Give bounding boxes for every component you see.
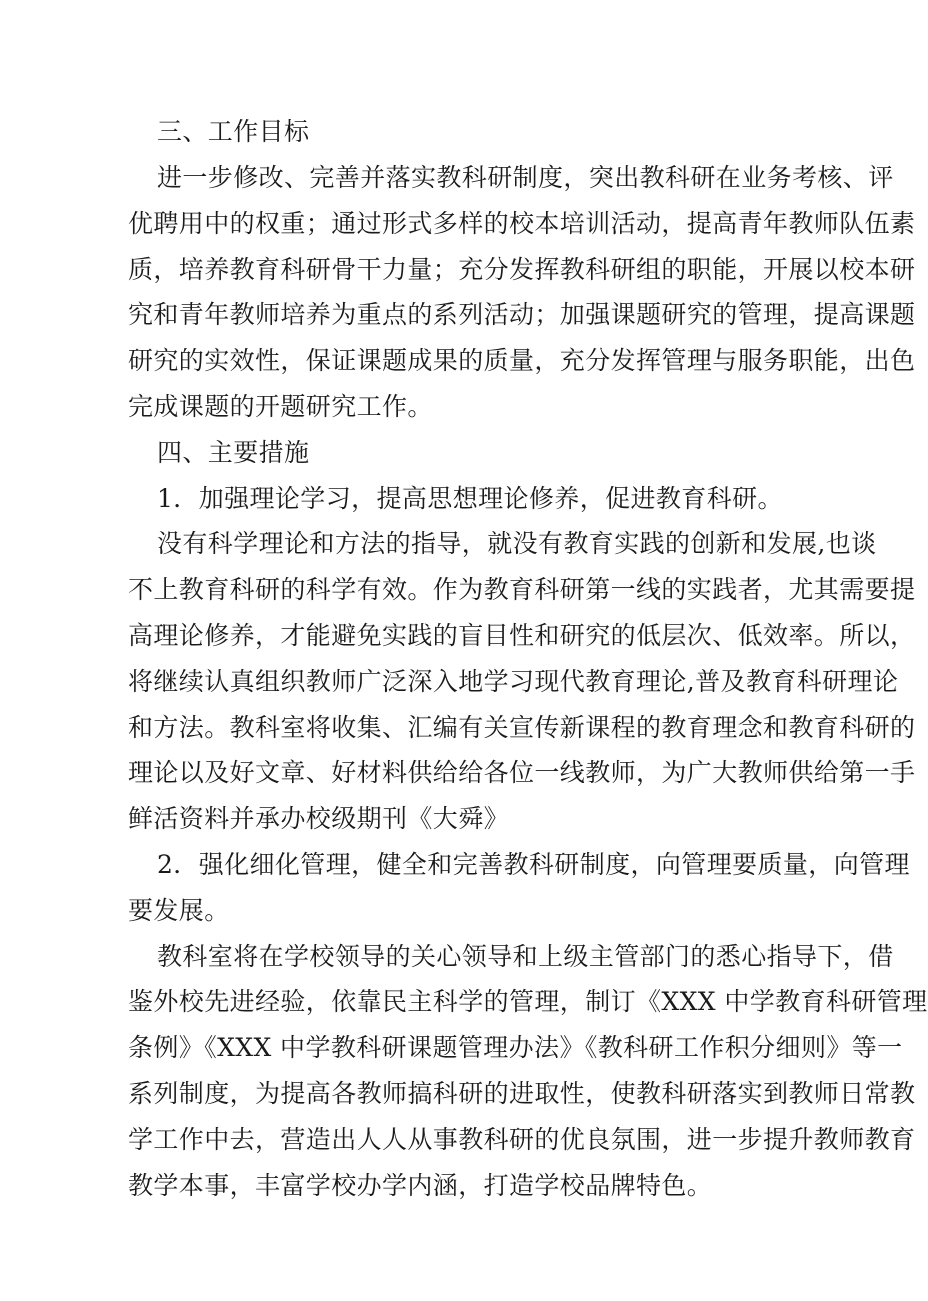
paragraph-line: 系列制度，为提高各教师搞科研的进取性，使教科研落实到教师日常教 <box>128 1079 916 1108</box>
paragraph-line: 将继续认真组织教师广泛深入地学习现代教育理论,普及教育科研理论 <box>128 667 899 696</box>
paragraph-line: 研究的实效性，保证课题成果的质量，充分发挥管理与服务职能，出色 <box>128 346 916 375</box>
paragraph-line: 进一步修改、完善并落实教科研制度，突出教科研在业务考核、评 <box>157 163 894 192</box>
paragraph-line: 没有科学理论和方法的指导，就没有教育实践的创新和发展,也谈 <box>157 529 877 558</box>
paragraph-line: 优聘用中的权重；通过形式多样的校本培训活动，提高青年教师队伍素 <box>128 209 916 238</box>
paragraph-line: 条例》《XXX 中学教科研课题管理办法》《教科研工作积分细则》等一 <box>128 1033 903 1062</box>
paragraph-line: 教学本事，丰富学校办学内涵，打造学校品牌特色。 <box>128 1171 713 1200</box>
paragraph-line: 鲜活资料并承办校级期刊《大舜》 <box>128 804 510 833</box>
section-heading-measures: 四、主要措施 <box>157 438 310 467</box>
paragraph-line: 学工作中去，营造出人人从事教科研的优良氛围，进一步提升教师教育 <box>128 1125 916 1154</box>
paragraph-line: 鉴外校先进经验，依靠民主科学的管理，制订《XXX 中学教育科研管理 <box>128 987 928 1016</box>
paragraph-line: 不上教育科研的科学有效。作为教育科研第一线的实践者，尤其需要提 <box>128 575 916 604</box>
paragraph-line: 质，培养教育科研骨干力量；充分发挥教科研组的职能，开展以校本研 <box>128 255 916 284</box>
paragraph-line: 理论以及好文章、好材料供给给各位一线教师，为广大教师供给第一手 <box>128 758 916 787</box>
section-heading-goals: 三、工作目标 <box>157 117 310 146</box>
paragraph-line: 高理论修养，才能避免实践的盲目性和研究的低层次、低效率。所以， <box>128 621 916 650</box>
measure-item-1-title: 1．加强理论学习，提高思想理论修养，促进教育科研。 <box>157 484 783 513</box>
paragraph-line: 究和青年教师培养为重点的系列活动；加强课题研究的管理，提高课题 <box>128 300 916 329</box>
measure-item-2-title: 要发展。 <box>128 896 230 925</box>
paragraph-line: 教科室将在学校领导的关心领导和上级主管部门的悉心指导下，借 <box>157 942 894 971</box>
paragraph-line: 完成课题的开题研究工作。 <box>128 392 433 421</box>
paragraph-line: 和方法。教科室将收集、汇编有关宣传新课程的教育理念和教育科研的 <box>128 713 916 742</box>
measure-item-2-title: 2．强化细化管理，健全和完善教科研制度，向管理要质量，向管理 <box>157 850 910 879</box>
